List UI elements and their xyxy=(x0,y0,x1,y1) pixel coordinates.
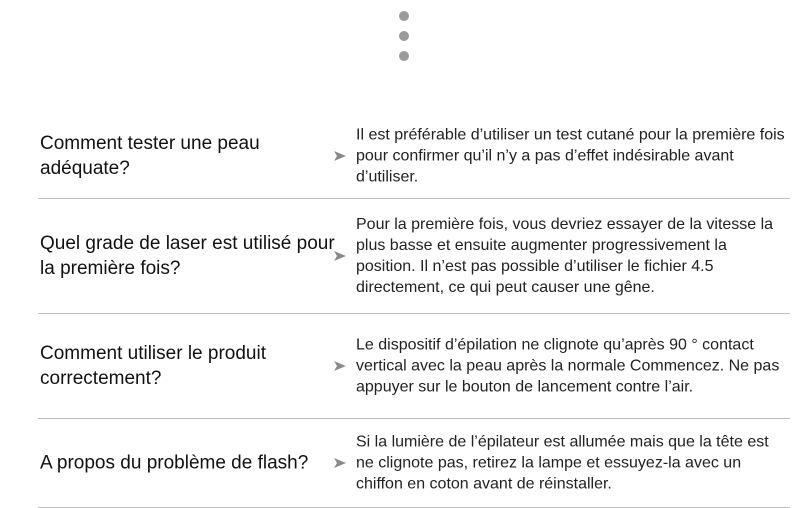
vertical-dots-icon xyxy=(398,11,410,71)
chevron-right-arrow-icon xyxy=(333,359,347,373)
faq-question: Quel grade de laser est utilisé pour la première fois? xyxy=(40,233,335,279)
chevron-right-arrow-icon xyxy=(333,456,347,470)
faq-item xyxy=(38,114,790,199)
chevron-right-arrow-icon xyxy=(333,149,347,163)
faq-answer: Si la lumière de l’épilateur est allumée mais que la tête est ne clignote pas, retirez la lampe et essuyez-la avec un chiffon en coton avant de réinstaller. xyxy=(356,433,769,493)
faq-item xyxy=(38,419,790,508)
faq-answer: Pour la première fois, vous devriez essayer de la vitesse la plus basse et ensuite augmenter progressivement la position. Il n’est pas possible d’utiliser le fichier 4.5 directement, ce qui peut causer une gêne. xyxy=(356,216,774,296)
faq-question: Comment tester une peau adéquate? xyxy=(40,133,260,179)
faq-answer: Le dispositif d’épilation ne clignote qu’après 90 ° contact vertical avec la peau après la normale Commencez. Ne pas appuyer sur le bouton de lancement contre l’air. xyxy=(356,336,780,396)
faq-item xyxy=(38,199,790,314)
dot xyxy=(399,31,409,41)
faq-answer: Il est préférable d’utiliser un test cutané pour la première fois pour confirmer qu’il n’y a pas d’effet indésirable avant d’utiliser. xyxy=(356,126,785,186)
faq-item xyxy=(38,314,790,419)
chevron-right-arrow-icon xyxy=(333,249,347,263)
dot xyxy=(399,51,409,61)
faq-list xyxy=(38,114,790,508)
dot xyxy=(399,11,409,21)
faq-question: Comment utiliser le produit correctement? xyxy=(40,343,266,389)
faq-question: A propos du problème de flash? xyxy=(40,452,309,474)
